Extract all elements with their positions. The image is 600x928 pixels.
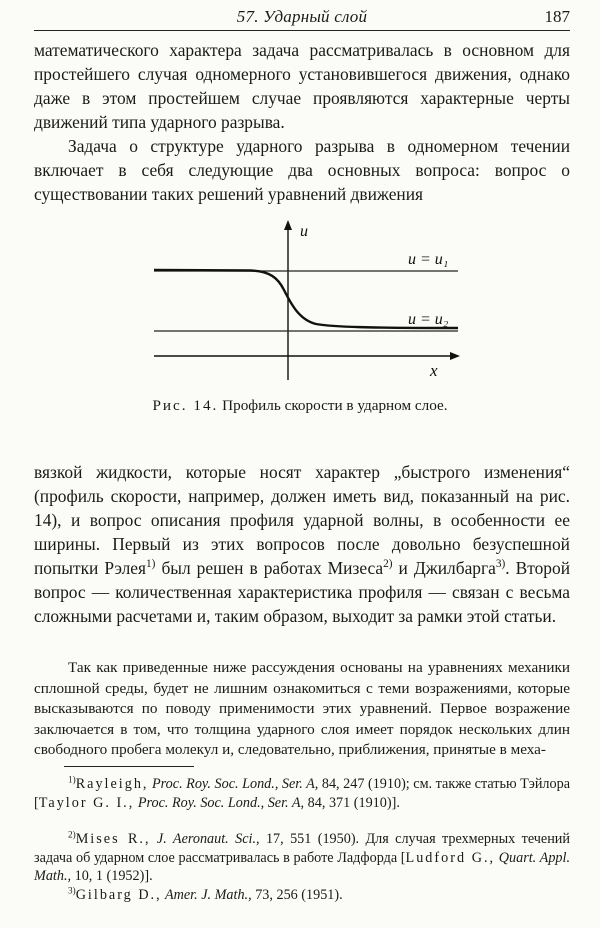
ref-3: 3)	[495, 558, 506, 571]
figure-caption	[120, 396, 480, 416]
footnote-2-author-2: Ludford G.,	[405, 849, 496, 866]
paragraph-2: Задача о структуре ударного разрыва в одномерном течении включает в себя следующие два основных вопроса: вопрос о существовании таких решений уравнений движения	[34, 136, 570, 204]
caption-prefix: Рис. 14.	[152, 397, 219, 414]
label-u2: u = u₂	[408, 311, 449, 328]
velocity-profile-figure	[140, 218, 480, 390]
page-number: 187	[544, 7, 570, 26]
footnote-1-text-2: 84, 371 (1910)].	[304, 794, 400, 811]
footnote-1-mark: 1)	[68, 774, 76, 785]
footnote-2-author: Mises R.,	[75, 831, 151, 847]
ref-1: 1)	[146, 558, 156, 571]
footnote-1-author-2: Taylor G. I.,	[38, 794, 135, 811]
footnote-3-mark: 3)	[68, 885, 76, 896]
footnote-3	[34, 886, 570, 905]
x-axis-arrow	[450, 352, 460, 360]
footnote-1-journal: Proc. Roy. Soc. Lond., Ser. A,	[148, 776, 319, 792]
paragraph-4: Так как приведенные ниже рассуждения основаны на уравнениях механики сплошной среды, будет не лишним ознакомиться с теми возражениями, которые высказываются по поводу применимости этих уравнений. Первое возражение заключается в том, что толщина ударного слоя имеет порядок нескольких длин свободного пробега молекул и, следовательно, приближения, принятые в меха-	[34, 659, 570, 758]
footnote-1-journal-2: Proc. Roy. Soc. Lond., Ser. A,	[134, 794, 305, 811]
u-axis-arrow	[284, 220, 292, 230]
footnote-2-journal-2: Quart. Appl. Math.,	[34, 849, 571, 884]
x-axis-label: x	[430, 361, 438, 380]
paragraph-3-part-c: и Джилбарга	[392, 558, 496, 578]
footnote-1	[34, 775, 570, 812]
paragraph-1: математического характера задача рассматривалась в основном для простейшего случая одномерного установившегося движения, однако даже в этом простейшем случае проявляются характерные черты движений типа ударного разрыва.	[34, 40, 570, 132]
footnote-3-journal: Amer. J. Math.,	[161, 887, 252, 903]
paragraph-3-part-b: был решен в работах Мизеса	[155, 558, 384, 578]
paragraph-3-part-d: . Второй вопрос — количественная характеристика профиля — связан с весьма сложными расчетами и, таким образом, выходит за рамки этой статьи.	[34, 558, 570, 626]
running-header	[34, 4, 570, 31]
label-u1: u = u₁	[408, 251, 449, 268]
footnote-1-author: Rayleigh,	[75, 776, 149, 792]
section-title: 57. Ударный слой	[236, 7, 368, 26]
ref-2: 2)	[383, 558, 393, 571]
footnote-3-author: Gilbarg D.,	[75, 887, 162, 903]
footnote-3-text: 73, 256 (1951).	[251, 887, 343, 903]
paragraph-3-part-a: вязкой жидкости, которые носят характер „быстрого изменения“ (профиль скорости, например, должен иметь вид, показанный на рис. 14), и вопрос описания профиля ударной волны, в особенности ее ширины. Первый из этих вопросов после довольно безуспешной попытки Рэлея	[34, 462, 570, 578]
caption-text: Профиль скорости в ударном слое.	[218, 397, 448, 414]
footnote-2-mark: 2)	[68, 829, 76, 840]
footnote-2-text-2: 10, 1 (1952)].	[71, 868, 153, 884]
footnote-2-journal: J. Aeronaut. Sci.,	[150, 831, 260, 847]
footnote-2	[34, 830, 570, 886]
footnote-2-text: 17, 551 (1950). Для случая трехмерных течений задача об ударном слое рассматривалась в работе Ладфорда [	[34, 831, 570, 866]
u-axis-label: u	[300, 223, 308, 240]
footnote-divider	[64, 766, 194, 767]
footnote-1-text: 84, 247 (1910); см. также статью Тэйлора [	[34, 776, 571, 811]
paragraph-3	[34, 460, 570, 628]
